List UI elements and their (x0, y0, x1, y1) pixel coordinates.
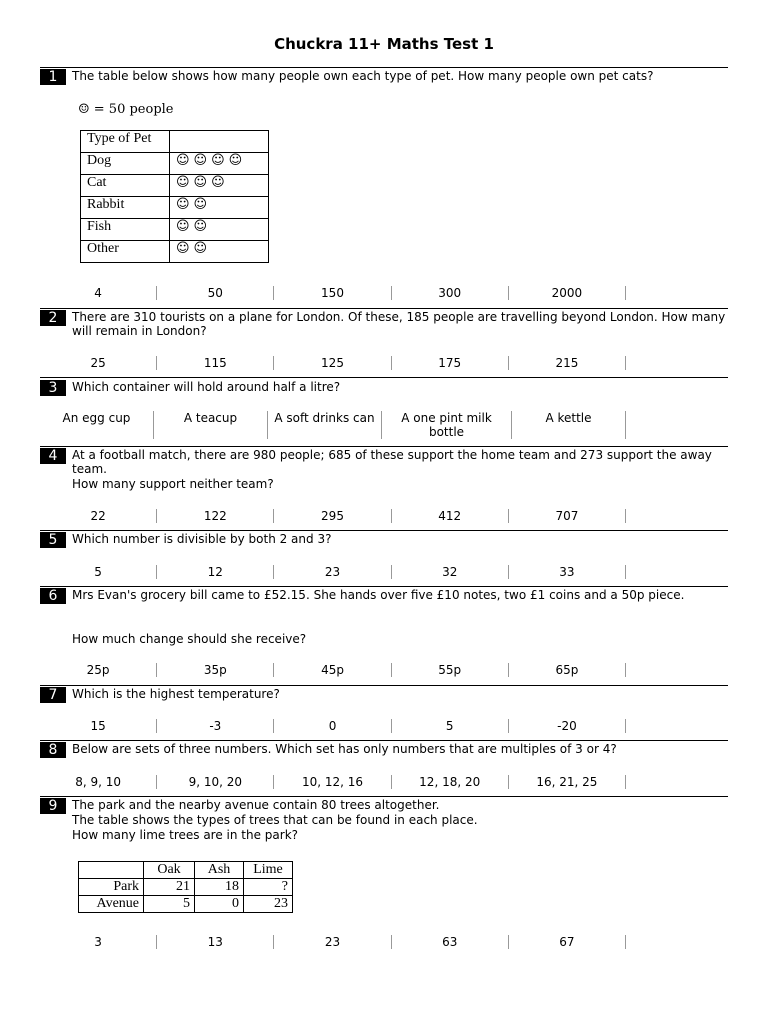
answer-options (40, 411, 626, 439)
answer-option[interactable]: 25 (40, 356, 157, 370)
answer-option[interactable]: 122 (157, 509, 274, 523)
question-divider (40, 446, 728, 447)
question-text: How much change should she receive? (72, 632, 307, 646)
question-number: 8 (40, 742, 66, 758)
table-cell: 5 (144, 896, 195, 913)
question-text: Mrs Evan's grocery bill came to £52.15. She hands over five £10 notes, two £1 coins and a 50p piece. (72, 588, 685, 602)
table-cell: Park (79, 879, 144, 896)
answer-option[interactable]: 65p (509, 663, 626, 677)
table-cell: ? (244, 879, 293, 896)
answer-option[interactable]: -20 (509, 719, 626, 733)
answer-option[interactable]: 63 (392, 935, 509, 949)
table-header: Oak (144, 862, 195, 879)
question-divider (40, 377, 728, 378)
question-divider (40, 796, 728, 797)
answer-option[interactable]: 13 (157, 935, 274, 949)
answer-option[interactable]: 15 (40, 719, 157, 733)
question-number: 2 (40, 310, 66, 326)
table-cell: 0 (195, 896, 244, 913)
answer-option[interactable]: 175 (392, 356, 509, 370)
answer-option[interactable]: 707 (509, 509, 626, 523)
answer-option[interactable]: 295 (274, 509, 391, 523)
question-divider (40, 530, 728, 531)
answer-option[interactable]: 23 (274, 565, 391, 579)
table-header: Lime (244, 862, 293, 879)
answer-option[interactable]: 45p (274, 663, 391, 677)
table-cell: 23 (244, 896, 293, 913)
table-header (170, 131, 269, 153)
answer-options (40, 935, 626, 949)
question-number: 6 (40, 588, 66, 604)
pet-label: Rabbit (81, 197, 170, 219)
answer-option[interactable]: 12, 18, 20 (392, 775, 509, 789)
answer-option[interactable]: -3 (157, 719, 274, 733)
answer-options (40, 663, 626, 677)
question-text: At a football match, there are 980 people; 685 of these support the home team and 273 support the away team. (72, 448, 712, 476)
answer-option[interactable]: 5 (392, 719, 509, 733)
answer-option[interactable]: 12 (157, 565, 274, 579)
page-title: Chuckra 11+ Maths Test 1 (274, 35, 494, 53)
question-divider (40, 685, 728, 686)
question-divider (40, 586, 728, 587)
smiley-icons: ☺☺☺ (170, 175, 269, 197)
answer-option[interactable]: 412 (392, 509, 509, 523)
question-text: Which is the highest temperature? (72, 687, 280, 701)
question-divider (40, 67, 728, 68)
answer-option[interactable]: 9, 10, 20 (157, 775, 274, 789)
answer-option[interactable]: 35p (157, 663, 274, 677)
answer-option[interactable]: 50 (157, 286, 274, 300)
answer-option[interactable]: 125 (274, 356, 391, 370)
question-text: Which container will hold around half a litre? (72, 380, 341, 394)
question-text: The park and the nearby avenue contain 80 trees altogether. (72, 798, 440, 812)
answer-option[interactable]: 25p (40, 663, 157, 677)
answer-option[interactable]: 5 (40, 565, 157, 579)
question-text: Below are sets of three numbers. Which set has only numbers that are multiples of 3 or 4? (72, 742, 617, 756)
answer-option[interactable]: 300 (392, 286, 509, 300)
answer-options (40, 775, 626, 789)
smiley-icons: ☺☺ (170, 197, 269, 219)
pet-label: Other (81, 241, 170, 263)
answer-option[interactable]: 215 (509, 356, 626, 370)
table-header: Type of Pet (81, 131, 170, 153)
pet-pictogram-table (80, 130, 269, 263)
table-header (79, 862, 144, 879)
answer-option[interactable]: An egg cup (40, 411, 154, 439)
answer-option[interactable]: A soft drinks can (268, 411, 382, 439)
answer-options (40, 286, 626, 300)
answer-option[interactable]: 55p (392, 663, 509, 677)
answer-option[interactable]: 16, 21, 25 (509, 775, 626, 789)
pet-label: Fish (81, 219, 170, 241)
question-divider (40, 740, 728, 741)
table-cell: 21 (144, 879, 195, 896)
answer-option[interactable]: 4 (40, 286, 157, 300)
pet-label: Dog (81, 153, 170, 175)
table-cell: Avenue (79, 896, 144, 913)
answer-option[interactable]: 23 (274, 935, 391, 949)
question-number: 1 (40, 69, 66, 85)
question-number: 9 (40, 798, 66, 814)
answer-option[interactable]: 150 (274, 286, 391, 300)
pictogram-key: ☺ = 50 people (78, 102, 174, 117)
answer-options (40, 719, 626, 733)
answer-option[interactable]: 8, 9, 10 (40, 775, 157, 789)
answer-option[interactable]: 3 (40, 935, 157, 949)
question-number: 3 (40, 380, 66, 396)
table-cell: 18 (195, 879, 244, 896)
table-header: Ash (195, 862, 244, 879)
smiley-icons: ☺☺ (170, 219, 269, 241)
question-text: Which number is divisible by both 2 and 3? (72, 532, 332, 546)
answer-option[interactable]: A teacup (154, 411, 268, 439)
question-number: 7 (40, 687, 66, 703)
answer-option[interactable]: A one pint milk bottle (382, 411, 512, 439)
answer-option[interactable]: A kettle (512, 411, 626, 439)
answer-options (40, 356, 626, 370)
question-text: The table below shows how many people own each type of pet. How many people own pet cats? (72, 69, 654, 83)
answer-option[interactable]: 2000 (509, 286, 626, 300)
question-divider (40, 308, 728, 309)
question-number: 4 (40, 448, 66, 464)
question-text: There are 310 tourists on a plane for London. Of these, 185 people are travelling beyond London. How many will remain in London? (72, 310, 726, 338)
question-text: The table shows the types of trees that can be found in each place. (72, 813, 478, 827)
answer-option[interactable]: 22 (40, 509, 157, 523)
question-text: How many support neither team? (72, 477, 274, 491)
smiley-icons: ☺☺☺☺ (170, 153, 269, 175)
question-number: 5 (40, 532, 66, 548)
answer-option[interactable]: 10, 12, 16 (274, 775, 391, 789)
answer-option[interactable]: 33 (509, 565, 626, 579)
answer-option[interactable]: 115 (157, 356, 274, 370)
question-text: How many lime trees are in the park? (72, 828, 299, 842)
pet-label: Cat (81, 175, 170, 197)
answer-options (40, 565, 626, 579)
answer-option[interactable]: 67 (509, 935, 626, 949)
answer-option[interactable]: 32 (392, 565, 509, 579)
smiley-icons: ☺☺ (170, 241, 269, 263)
answer-option[interactable]: 0 (274, 719, 391, 733)
answer-options (40, 509, 626, 523)
tree-table (78, 861, 293, 913)
